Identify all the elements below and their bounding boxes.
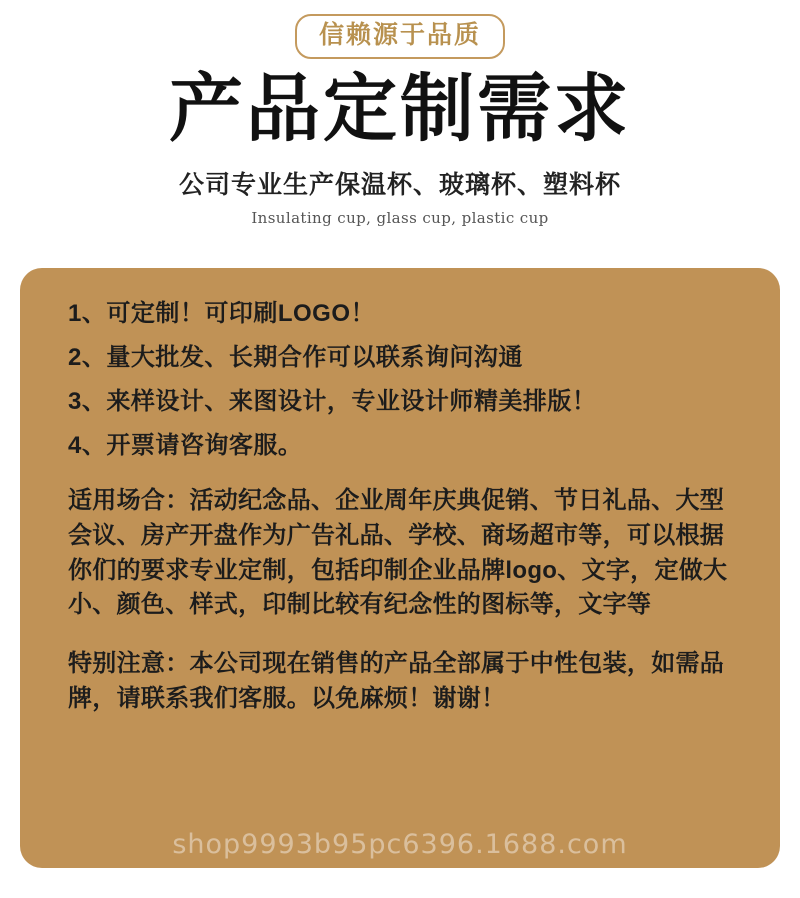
- scenarios-paragraph: [68, 484, 740, 623]
- scenarios-text: 活动纪念品、企业周年庆典促销、节日礼品、大型会议、房产开盘作为广告礼品、学校、商场超市等，可以根据你们的要求专业定制，包括印制企业品牌logo、文字，定做大小、颜色、样式，印制比较有纪念性的图标等，文字等: [68, 487, 728, 619]
- badge-container: [0, 14, 800, 59]
- notice-paragraph: [68, 647, 740, 717]
- list-item: 1、可定制！可印刷LOGO！: [68, 300, 376, 327]
- page-header: [0, 0, 800, 227]
- details-panel: [20, 268, 780, 868]
- notice-text: 本公司现在销售的产品全部属于中性包装，如需品牌，请联系我们客服。以免麻烦！谢谢！: [68, 650, 725, 712]
- subtitle-english: Insulating cup, glass cup, plastic cup: [251, 208, 549, 227]
- page-title: 产品定制需求: [169, 66, 631, 153]
- numbered-list: [68, 302, 740, 458]
- list-item: 4、开票请咨询客服。: [68, 432, 303, 459]
- notice-label: 特别注意：: [68, 650, 190, 678]
- tagline-badge: 信赖源于品质: [295, 14, 505, 59]
- watermark-text: shop9993b95pc6396.1688.com: [172, 829, 628, 860]
- scenarios-label: 适用场合：: [68, 487, 190, 514]
- list-item: 2、量大批发、长期合作可以联系询问沟通: [68, 344, 523, 371]
- subtitle-chinese: 公司专业生产保温杯、玻璃杯、塑料杯: [178, 169, 621, 199]
- list-item: 3、来样设计、来图设计，专业设计师精美排版！: [68, 388, 597, 415]
